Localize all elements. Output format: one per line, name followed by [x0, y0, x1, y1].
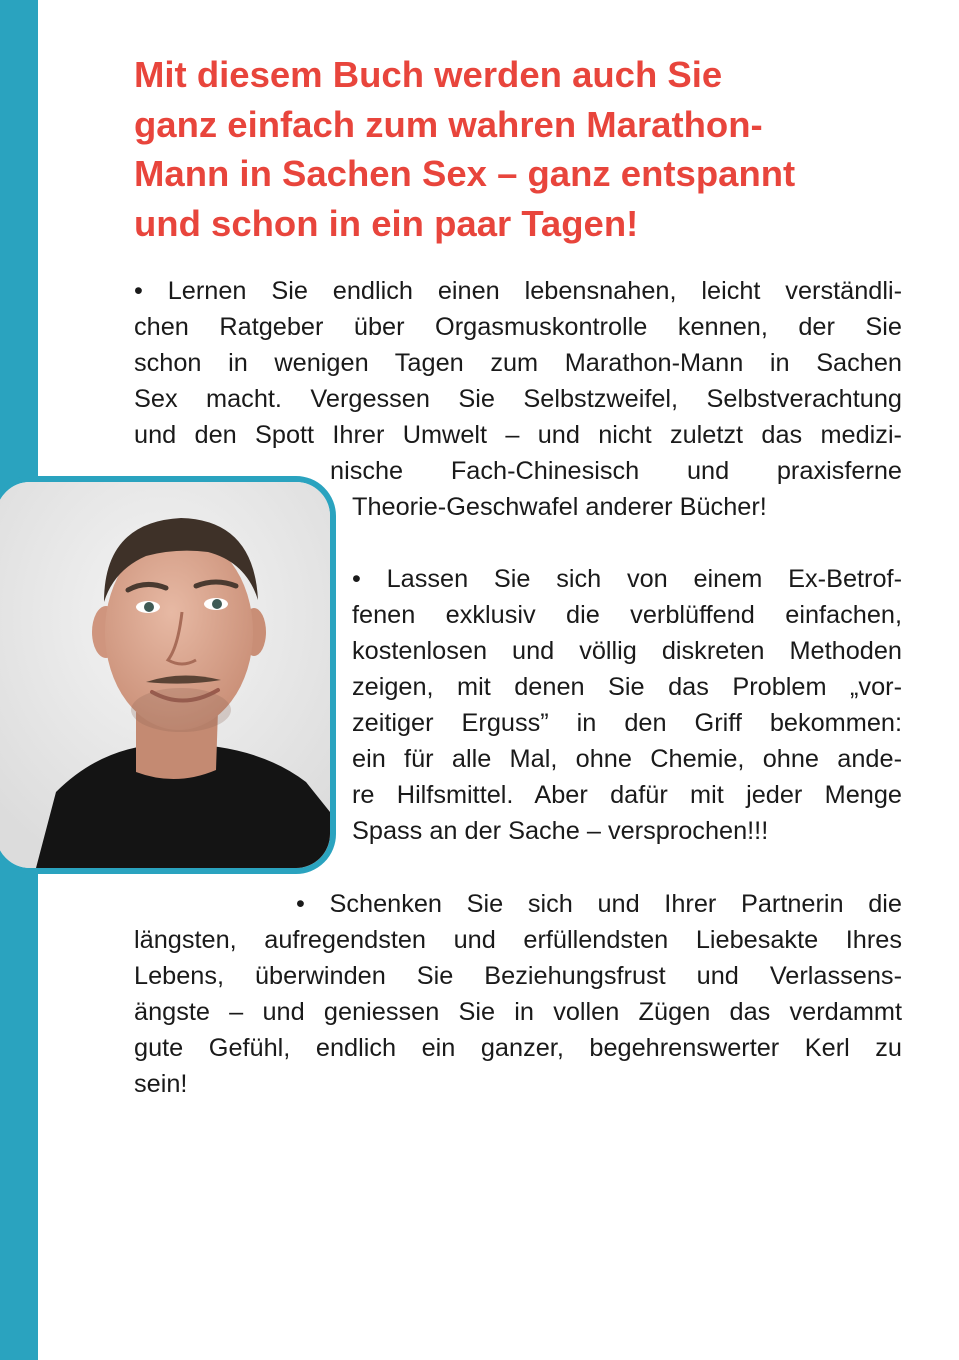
- text-line: zeitiger Erguss” in den Griff bekommen:: [352, 709, 902, 737]
- text-line: re Hilfsmittel. Aber dafür mit jeder Menge: [352, 781, 902, 809]
- text-line: Lebens, überwinden Sie Beziehungsfrust und Verlassens-: [134, 962, 902, 990]
- headline-line: Mann in Sachen Sex – ganz entspannt: [134, 153, 796, 194]
- text-line: chen Ratgeber über Orgasmuskontrolle kennen, der Sie: [134, 313, 902, 341]
- bullet-paragraph-2: [352, 561, 902, 849]
- headline-line: und schon in ein paar Tagen!: [134, 202, 639, 244]
- text-line: und den Spott Ihrer Umwelt – und nicht zuletzt das medizi-: [134, 421, 902, 449]
- text-line: ängste – und geniessen Sie in vollen Zügen das verdammt: [134, 998, 902, 1026]
- text-line: • Lassen Sie sich von einem Ex-Betrof-: [352, 565, 902, 593]
- text-line: zeigen, mit denen Sie das Problem „vor-: [352, 673, 902, 701]
- text-line: gute Gefühl, endlich ein ganzer, begehrenswerter Kerl zu: [134, 1034, 902, 1062]
- text-line: nische Fach-Chinesisch und praxisferne: [330, 457, 902, 485]
- text-line: sein!: [134, 1070, 188, 1098]
- headline: [134, 50, 795, 248]
- text-line: ein für alle Mal, ohne Chemie, ohne ande-: [352, 745, 902, 773]
- text-line: Spass an der Sache – versprochen!!!: [352, 817, 769, 845]
- text-line: Sex macht. Vergessen Sie Selbstzweifel, Selbstverachtung: [134, 385, 902, 413]
- headline-line: Mit diesem Buch werden auch Sie: [134, 54, 723, 95]
- author-portrait-photo-icon: [0, 482, 330, 868]
- text-line: kostenlosen und völlig diskreten Methoden: [352, 637, 902, 665]
- text-line: schon in wenigen Tagen zum Marathon-Mann in Sachen: [134, 349, 902, 377]
- bullet-paragraph-3: [134, 886, 902, 1102]
- headline-line: ganz einfach zum wahren Marathon-: [134, 103, 763, 145]
- author-photo-frame: [0, 476, 336, 874]
- text-line: längsten, aufregendsten und erfüllendsten Liebesakte Ihres: [134, 926, 902, 954]
- text-line: fenen exklusiv die verblüffend einfachen,: [352, 601, 902, 629]
- text-line: • Lernen Sie endlich einen lebensnahen, leicht verständli-: [134, 277, 902, 305]
- text-line: • Schenken Sie sich und Ihrer Partnerin die: [296, 890, 902, 918]
- text-line: Theorie-Geschwafel anderer Bücher!: [352, 493, 767, 521]
